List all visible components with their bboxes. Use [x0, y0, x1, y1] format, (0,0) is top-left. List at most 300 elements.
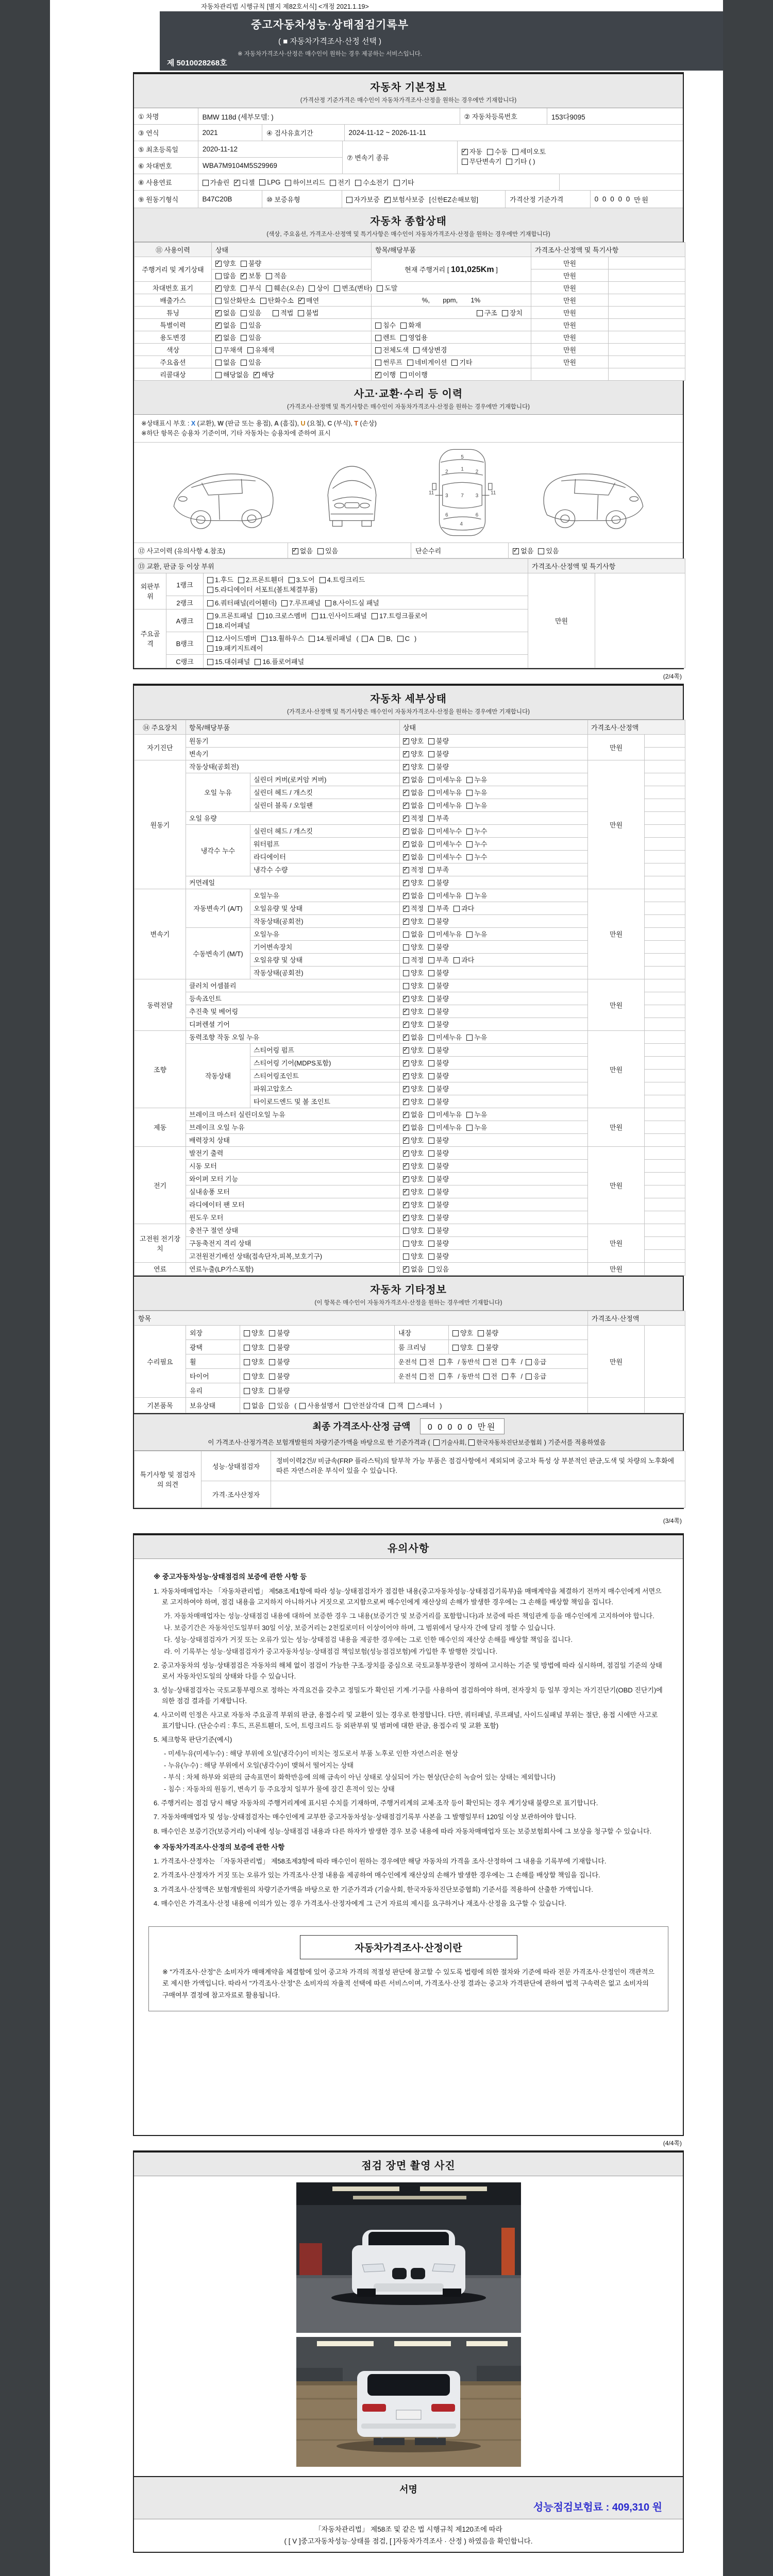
checkbox-option: 양호: [244, 1371, 264, 1381]
misc-notes-cell: [645, 1397, 685, 1413]
rank2-items: [204, 596, 528, 609]
checkbox-icon: [428, 854, 434, 860]
col-detail-state: 상태: [400, 720, 588, 734]
recall-options: [212, 368, 372, 381]
simple-repair-options: [509, 543, 683, 558]
checkbox-icon: [466, 854, 473, 860]
checkbox-option-checked: ✓ 없음: [403, 774, 424, 784]
device-state-options: [400, 1043, 588, 1056]
checkbox-option: 17.트렁크플로어: [372, 611, 427, 620]
checkbox-option: 2.프론트휀더: [238, 574, 284, 584]
device-item-label: 구동축전지 격리 상태: [186, 1236, 400, 1249]
checkbox-icon: [428, 841, 434, 848]
device-state-options: [400, 940, 588, 953]
checkbox-icon: [538, 548, 544, 554]
checkbox-icon: [466, 893, 473, 899]
option-text: [신한EZ손해보험]: [429, 196, 478, 204]
checkbox-option: 1.후드: [207, 574, 233, 584]
checkbox-option: 불량: [428, 1238, 449, 1248]
rankA-items: [204, 609, 528, 632]
device-state-options: [400, 1095, 588, 1108]
checkbox-option-checked: ✓ 양호: [403, 877, 424, 887]
checkbox-option-checked: ✓ 양호: [403, 1083, 424, 1093]
current-mileage: [372, 257, 531, 282]
accident-history-header: [134, 381, 683, 415]
checkbox-icon: [403, 1047, 409, 1054]
detail-state-header: [134, 686, 683, 720]
basic-info-header: [134, 74, 683, 108]
checkbox-icon: [403, 944, 409, 951]
notice-item: 1. 자동차매매업자는 「자동차관리법」 제58조제1항에 따라 성능·상태점검자가 점검한 내용(중고자동차성능·상태점검기록부)을 매매계약을 체결하기 전까지 매수인에게 서면으로 고지하여야 하며, 점검 내용을 고지하지 아니하거나 거짓으로 고지함으로써 매수인에게 재산상의 손해가 발생한 경우에는 그 손해를 배상할 책임을 집니다.: [154, 1587, 662, 1606]
vin-label: ⑥ 차대번호: [134, 158, 198, 174]
checkbox-icon: [403, 1150, 409, 1157]
price-research-info-text: ※ "가격조사·산정"은 소비자가 매매계약을 체결함에 있어 중고차 가격의 적절성 판단에 참고할 수 있도록 법령에 의한 절차와 기준에 따라 전문 가격조사·산정인이 객관적으로 제시한 가액입니다. 따라서 "가격조사·산정"은 소비자의 자율적 선택에 따른 서비스이며, 가격조사·산정 결과는 중고차 가격판단에 관하여 법적 구속력은 없고 소비자의 구매여부 결정에 참고자료로 활용됩니다.: [162, 1968, 654, 1999]
checkbox-icon: [420, 1359, 426, 1365]
checkbox-icon: [375, 335, 381, 341]
checkbox-icon: [466, 790, 473, 796]
device-state-options: [400, 786, 588, 799]
notice-item: 7. 자동차매매업자 및 성능·상태점검자는 매수인에게 교부한 중고자동차성능·상태점검기록부 사본을 그 발행일부터 120일 이상 보관하여야 합니다.: [154, 1813, 577, 1821]
checkbox-option: 불량: [428, 1187, 449, 1196]
device-item-label: 와이퍼 모터 기능: [186, 1172, 400, 1185]
device-state-options: [400, 1056, 588, 1069]
checkbox-option: 기타: [451, 357, 472, 367]
recall-label: 리콜대상: [135, 368, 212, 381]
checkbox-icon: [285, 180, 291, 186]
checkbox-icon: [403, 1073, 409, 1079]
car-diagram-front-view: [316, 450, 388, 535]
diagram-number: 6: [445, 512, 448, 518]
document-number: 제 5010028268호: [167, 59, 227, 67]
state-mark-legend: [134, 415, 683, 443]
checkbox-icon: [428, 1241, 434, 1247]
misc-col-price: 가격조사·산정액: [588, 1311, 685, 1325]
inspection-period-label: ④ 검사유효기간: [262, 125, 344, 141]
interior-label: 내장: [395, 1325, 449, 1340]
diagram-number: 5: [461, 454, 464, 460]
checkbox-option: 양호: [452, 1328, 473, 1337]
notes-cell: [645, 1043, 685, 1056]
notes-cell: [645, 1185, 685, 1198]
checkbox-option-checked: ✓ 없음: [403, 787, 424, 797]
checkbox-option: 누수: [466, 826, 487, 836]
checkbox-icon: [428, 1125, 434, 1131]
checkbox-icon: [215, 285, 222, 292]
checkbox-icon: [403, 983, 409, 989]
checkbox-option: 불량: [428, 1083, 449, 1093]
checkbox-icon: [207, 600, 213, 606]
checkbox-option: 해당없음: [215, 369, 249, 379]
diagram-number: 11: [428, 490, 434, 496]
appraiser-label: 가격·조사산정자: [201, 1481, 271, 1507]
checkbox-icon: [403, 738, 409, 744]
device-state-options: [400, 1069, 588, 1082]
checkbox-icon: [526, 1359, 532, 1365]
checkbox-icon: [428, 1228, 434, 1234]
device-group-label: 전기: [135, 1146, 186, 1224]
checkbox-icon: [428, 790, 434, 796]
year-label: ③ 연식: [134, 125, 198, 141]
checkbox-icon: [241, 360, 247, 366]
checkbox-option: 불량: [428, 1058, 449, 1067]
checkbox-icon: [238, 577, 244, 583]
rankB-label: B랭크: [166, 632, 204, 654]
checkbox-icon: [207, 587, 213, 593]
checkbox-icon: [344, 1403, 350, 1409]
checkbox-icon: [375, 372, 381, 378]
checkbox-option-checked: ✓ 양호: [403, 1148, 424, 1158]
checkbox-icon: [428, 1112, 434, 1118]
notes-cell: [645, 876, 685, 889]
checkbox-option: 화재: [400, 320, 421, 330]
device-item-label: 오일누유: [250, 889, 400, 902]
device-state-options: [400, 1146, 588, 1159]
checkbox-option: 미세누수: [428, 852, 462, 861]
checkbox-icon: [207, 577, 213, 583]
checkbox-option: 기술사회,: [433, 1438, 467, 1447]
device-sub-label: 자동변속기 (A/T): [186, 889, 250, 927]
checkbox-icon: [215, 298, 222, 304]
reg-no-label: ② 자동차등록번호: [460, 108, 547, 125]
checkbox-option-checked: ✓ 양호: [403, 1058, 424, 1067]
notice-sub-item: - 누유(누수) : 해당 부위에서 오일(냉각수)이 맺혀서 떨어지는 상태: [164, 1761, 354, 1770]
checkbox-option: 불량: [428, 749, 449, 758]
checkbox-icon: [299, 1403, 306, 1409]
emission-options: [212, 294, 372, 307]
checkbox-option-checked: ✓ 양호: [403, 916, 424, 926]
checkbox-icon: [334, 285, 340, 292]
device-state-options: [400, 850, 588, 863]
special-history-item-options: [372, 319, 531, 331]
tuning-options: [212, 307, 372, 319]
checkbox-icon: [215, 310, 222, 316]
device-item-label: 원동기: [186, 734, 400, 747]
rank1-items: [204, 573, 528, 596]
mileage-row-label: 주행거리 및 계기상태: [135, 257, 212, 282]
notes-cell: [645, 1236, 685, 1249]
checkbox-option-checked: ✓ 없음: [403, 839, 424, 849]
notice-item: 3. 가격조사·산정액은 보험개발원의 차량기준가액을 바탕으로 한 기준가격과 (기술사회, 한국자동차진단보증협회) 기준서를 적용하여 산출한 가액입니다.: [154, 1885, 593, 1893]
checkbox-icon: [468, 1439, 475, 1446]
car-diagram-top-view: [424, 447, 501, 538]
diagram-number: 1: [461, 466, 464, 472]
checkbox-option: 스패너: [408, 1400, 435, 1410]
wheel-options: [240, 1354, 395, 1368]
checkbox-icon: [403, 893, 409, 899]
option-text: ): [414, 635, 417, 643]
notes-cell: [645, 914, 685, 927]
checkbox-icon: [389, 1403, 395, 1409]
final-price-digits: 0 0 0 0 0: [427, 1422, 474, 1432]
checkbox-option: 12.사이드멤버: [207, 633, 257, 643]
checkbox-icon: [403, 777, 409, 783]
checkbox-icon: [439, 1359, 445, 1365]
checkbox-option: 많음: [215, 270, 236, 280]
device-state-options: [400, 747, 588, 760]
checkbox-icon: [420, 1374, 426, 1380]
device-group-label: 조향: [135, 1030, 186, 1108]
checkbox-icon: [428, 957, 434, 963]
device-group-label: 동력전달: [135, 979, 186, 1030]
checkbox-option: 적정: [403, 955, 424, 964]
checkbox-icon: [298, 298, 305, 304]
accident-history-title: 사고·교환·수리 등 이력: [354, 388, 463, 400]
checkbox-option-checked: ✓ 보통: [241, 270, 261, 280]
device-state-options: [400, 863, 588, 876]
inspection-photo-rear: [296, 2337, 521, 2467]
price-research-info-title: 자동차가격조사·산정이란: [300, 1935, 517, 1959]
checkbox-option: 적음: [266, 270, 287, 280]
notes-cell: [645, 799, 685, 811]
misc-info-table: [134, 1311, 685, 1413]
checkbox-option: 4.트렁크리드: [320, 574, 365, 584]
checkbox-option: 불량: [428, 1019, 449, 1029]
device-group-label: 원동기: [135, 760, 186, 889]
notes-cell: [645, 979, 685, 992]
device-item-label: 실린더 헤드 / 개스킷: [250, 786, 400, 799]
checkbox-option: 불량: [428, 916, 449, 926]
device-state-options: [400, 992, 588, 1005]
notice-sub-item: 가. 자동차매매업자는 성능·상태점검 내용에 대하여 보증한 경우 그 내용(보증기간 및 보증거리를 포함합니다)과 보증에 따른 책임관계 등을 매수인에게 고지하여야 합니다.: [164, 1612, 654, 1620]
warranty-options: [342, 191, 506, 208]
checkbox-icon: [241, 273, 247, 279]
device-state-options: [400, 799, 588, 811]
checkbox-option: 불량: [269, 1385, 290, 1395]
notes-cell: [645, 992, 685, 1005]
checkbox-icon: [215, 273, 222, 279]
checkbox-option: 미세누수: [428, 826, 462, 836]
checkbox-option: 장치: [502, 308, 523, 317]
checkbox-icon: [428, 1163, 434, 1170]
device-item-label: 오일유량 및 상태: [250, 953, 400, 966]
price-cell: 만원: [531, 319, 609, 331]
repair-needed-group: 수리필요: [135, 1325, 186, 1397]
checkbox-icon: [403, 816, 409, 822]
checkbox-option: 불량: [428, 1199, 449, 1209]
checkbox-option: 누유: [466, 1032, 487, 1042]
base-price-unit: 만원: [633, 196, 650, 204]
checkbox-icon: [413, 347, 419, 353]
checkbox-icon: [269, 1345, 275, 1351]
device-state-options: [400, 966, 588, 979]
option-text: /: [520, 1358, 523, 1366]
checkbox-icon: [428, 944, 434, 951]
device-item-label: 브레이크 오일 누유: [186, 1121, 400, 1133]
checkbox-option-checked: ✓ 이행: [375, 369, 396, 379]
device-state-options: [400, 902, 588, 914]
checkbox-icon: [298, 310, 304, 316]
checkbox-option: 미세누유: [428, 1032, 462, 1042]
emission-label: 배출가스: [135, 294, 212, 307]
checkbox-option: 누유: [466, 1122, 487, 1132]
checkbox-icon: [400, 372, 407, 378]
checkbox-option: 7.루프패널: [281, 598, 321, 607]
notes-cell: [609, 257, 685, 269]
checkbox-option-checked: ✓ 매연: [298, 295, 319, 305]
checkbox-icon: [207, 659, 213, 665]
checkbox-icon: [269, 1374, 275, 1380]
checkbox-icon: [428, 906, 434, 912]
main-options-item-options: [372, 356, 531, 368]
device-state-options: [400, 1262, 588, 1275]
device-state-options: [400, 734, 588, 747]
photos-area: [134, 2176, 683, 2476]
checkbox-option-checked: ✓ 양호: [403, 1071, 424, 1080]
checkbox-option: 있음: [269, 1400, 290, 1410]
diagram-number: 3: [475, 493, 479, 499]
notice-item: 1. 가격조사·산정자는 「자동차관리법」 제58조제3항에 따라 매수인이 원하는 경우에만 해당 자동차의 가격을 조사·산정하여 그 내용을 기록부에 기재합니다.: [154, 1857, 607, 1866]
checkbox-icon: [466, 777, 473, 783]
device-item-label: 냉각수 수량: [250, 863, 400, 876]
overall-state-title: 자동차 종합상태: [370, 216, 447, 227]
device-item-label: 라디에이터 팬 모터: [186, 1198, 400, 1211]
col-use-history: ⑪ 사용이력: [135, 243, 212, 257]
notes-cell: [645, 1159, 685, 1172]
signature-band: [134, 2476, 683, 2519]
legend-meaning: (요철),: [307, 420, 328, 427]
checkbox-icon: [403, 1099, 409, 1105]
notes-cell: [645, 1211, 685, 1224]
checkbox-icon: [244, 1359, 250, 1365]
mileage-suffix: ]: [496, 265, 498, 274]
section-notice-box: [133, 1533, 684, 2136]
price-cell: 만원: [588, 760, 645, 889]
device-item-label: 오일 유량: [186, 811, 400, 824]
checkbox-option-checked: ✓ 적정: [403, 813, 424, 823]
checkbox-icon: [244, 1374, 250, 1380]
section-detail-box: [133, 684, 684, 1509]
price-cell: 만원: [588, 889, 645, 979]
checkbox-option-checked: ✓ 적정: [403, 865, 424, 874]
checkbox-option: 불량: [241, 258, 261, 268]
checkbox-icon: [451, 360, 458, 366]
checkbox-icon: [320, 577, 326, 583]
checkbox-icon: [244, 1403, 250, 1409]
confirmation-statement: [134, 2519, 683, 2552]
usage-change-options: [212, 331, 372, 344]
checkbox-icon: [483, 1359, 490, 1365]
diagram-number: 6: [475, 512, 479, 518]
legend-line: [141, 419, 676, 429]
checkbox-option: 18.리어패널: [207, 620, 250, 630]
checkbox-option: 수소전기: [355, 177, 389, 187]
notes-cell: [645, 1249, 685, 1262]
price-cell: 만원: [588, 979, 645, 1030]
legend-mark: W: [217, 420, 226, 427]
checkbox-option: 유채색: [247, 345, 275, 354]
checkbox-icon: [403, 970, 409, 976]
checkbox-icon: [403, 828, 409, 835]
notes-cell: [609, 294, 685, 307]
checkbox-icon: [428, 816, 434, 822]
exterior-options: [240, 1325, 395, 1340]
checkbox-option-checked: ✓ 양호: [403, 1212, 424, 1222]
checkbox-icon: [466, 841, 473, 848]
checkbox-option: 불량: [428, 1045, 449, 1055]
checkbox-option: 무채색: [215, 345, 243, 354]
device-state-options: [400, 760, 588, 773]
checkbox-icon: [255, 659, 261, 665]
checkbox-icon: [462, 159, 468, 165]
option-text: / 동반석: [458, 1358, 480, 1366]
device-group-label: 제동: [135, 1108, 186, 1146]
checkbox-icon: [372, 613, 378, 619]
device-state-options: [400, 773, 588, 786]
notice-item: 4. 사고이력 인정은 사고로 자동차 주요골격 부위의 판금, 용접수리 및 교환이 있는 경우로 한정합니다. 다만, 쿼터패널, 루프패널, 사이드실패널 부위는 절단, 용접 시에만 사고로 표기합니다. (단순수리 : 후드, 프론트휀더, 도어, 트렁크리드 등 외판부위 및 범퍼에 대한 판금, 용접수리 및 교환 포함): [154, 1711, 658, 1730]
checkbox-option: 과다: [453, 903, 474, 913]
checkbox-icon: [466, 1125, 473, 1131]
checkbox-icon: [428, 1009, 434, 1015]
checkbox-option-checked: ✓ 없음: [403, 1122, 424, 1132]
checkbox-option: 13.휠하우스: [261, 633, 304, 643]
reg-no-value: 153다9095: [547, 108, 683, 125]
checkbox-option: 기타 ( ): [506, 156, 535, 166]
checkbox-option: 있음: [317, 546, 338, 555]
notice-item: 2. 가격조사·산정자가 거짓 또는 오류가 있는 가격조사·산정 내용을 제공하여 매수인에게 재산상의 손해가 발생한 경우에는 그 손해를 배상할 책임을 집니다.: [154, 1871, 600, 1879]
price-research-info-box: [148, 1926, 668, 2011]
notes-cell: [645, 863, 685, 876]
notes-cell: [645, 1262, 685, 1275]
checkbox-option: 불량: [269, 1357, 290, 1366]
device-item-label: 작동상태(공회전): [250, 914, 400, 927]
checkbox-option: 상이: [309, 283, 329, 293]
option-text: ): [440, 1402, 442, 1410]
checkbox-option-checked: ✓ 없음: [403, 800, 424, 810]
checkbox-icon: [428, 970, 434, 976]
checkbox-option: 불량: [428, 1174, 449, 1183]
device-item-label: 고전원전기배선 상태(접속단자,피복,보호기구): [186, 1249, 400, 1262]
rankC-label: C랭크: [166, 654, 204, 668]
checkbox-option: 양호: [452, 1342, 473, 1352]
usage-change-label: 용도변경: [135, 331, 212, 344]
device-state-options: [400, 1133, 588, 1146]
checkbox-icon: [512, 149, 518, 155]
checkbox-option: 전: [483, 1371, 498, 1381]
checkbox-option: 불량: [269, 1328, 290, 1337]
checkbox-icon: [394, 180, 400, 186]
checkbox-option: 누유: [466, 1109, 487, 1119]
checkbox-option: 불량: [428, 942, 449, 952]
checkbox-icon: [428, 803, 434, 809]
checkbox-icon: [478, 1345, 484, 1351]
checkbox-icon: [292, 548, 298, 554]
checkbox-option: 부족: [428, 865, 449, 874]
checkbox-option-checked: ✓ 양호: [403, 1135, 424, 1145]
device-state-options: [400, 811, 588, 824]
notes-cell: [645, 837, 685, 850]
checkbox-option: 있음: [241, 308, 261, 317]
checkbox-icon: [428, 880, 434, 886]
checkbox-option: 응급: [526, 1357, 546, 1366]
notes-cell: [645, 1224, 685, 1236]
document-column: [133, 72, 684, 2553]
car-name-value: BMW 118d (세부모델: ): [198, 108, 460, 125]
checkbox-option-checked: ✓자동: [462, 146, 482, 156]
checkbox-option-checked: ✓ 없음: [215, 308, 236, 317]
legend-prefix: ※상태표시 부호 :: [141, 420, 191, 427]
opinions-table: [134, 1451, 685, 1508]
checkbox-option: 무단변속기: [462, 156, 502, 166]
checkbox-option: 누수: [466, 852, 487, 861]
base-price-label: 가격산정 기준가격: [506, 191, 590, 208]
checkbox-option: 불량: [428, 1135, 449, 1145]
notice-section-heading: ※ 중고자동차성능·상태점검의 보증에 관한 사항 등: [154, 1572, 307, 1581]
page-marker-3: (3/4쪽): [663, 1517, 682, 1524]
checkbox-option: 전체도색: [375, 345, 409, 354]
basic-info-title: 자동차 기본정보: [370, 82, 447, 93]
usage-change-item-options: [372, 331, 531, 344]
checkbox-option: 미세누수: [428, 839, 462, 849]
